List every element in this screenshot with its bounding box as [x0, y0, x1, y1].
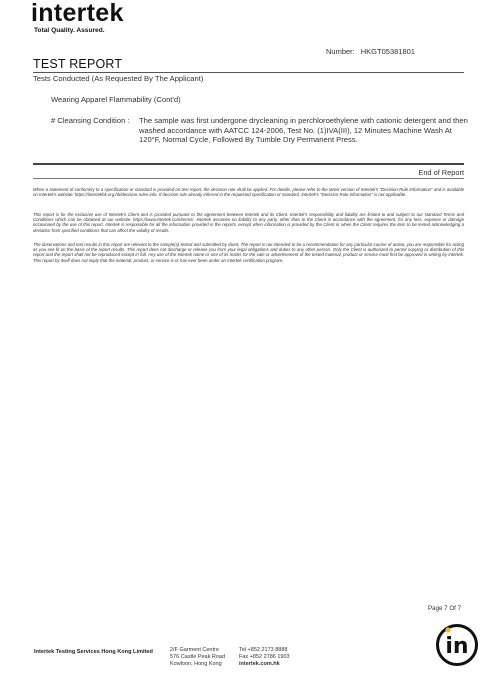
report-number-label: Number:	[326, 47, 355, 56]
end-of-report: End of Report	[418, 168, 464, 177]
page-number: Page 7 Of 7	[428, 605, 462, 612]
condition-value: The sample was first undergone drycleaning in perchloroethylene with cationic detergent and then washed accordance with AATCC 124-2006, Test No. (1)IVA(III), 12 Minutes Machine Wash At 120°F, Normal Cycle, Followed By Tumble Dry Permanent Press.	[139, 116, 468, 145]
footer-address-line: Kowloon, Hong Kong	[170, 661, 222, 668]
section-divider-thin	[33, 178, 464, 179]
page-title: TEST REPORT	[33, 57, 123, 71]
footer-address-line: 2/F Garment Centre	[170, 647, 219, 653]
footer-company: Intertek Testing Services Hong Kong Limited	[34, 649, 153, 655]
report-number-value: HKGT05381801	[360, 47, 415, 56]
footer-address-line: 576 Castle Peak Road	[170, 654, 226, 661]
tests-conducted-heading: Tests Conducted (As Requested By The Applicant)	[33, 74, 204, 83]
logo-tagline: Total Quality. Assured.	[34, 27, 105, 34]
footer-contact	[239, 647, 290, 669]
badge-text: in	[445, 634, 469, 659]
report-number	[326, 47, 415, 56]
section-heading: Wearing Apparel Flammability (Cont'd)	[51, 95, 181, 104]
intertek-logo: intertek	[31, 0, 124, 27]
condition-label: # Cleansing Condition :	[51, 116, 130, 125]
disclaimer-terms: This report is for the exclusive use of Intertek's Client and is provided pursuant to the agreement between Intertek and its Client. Intertek's responsibility and liability are limited to and subject to our standard Terms and Conditions which can be obtained at our website: https://www.intertek.com/terms/. Intertek assumes no liability to any party, other than to the Client in accordance with the agreement, for any loss, expense or damage occasioned by the use of this report. Intertek is responsible for all the information provided in the reports, except when information is provided by the Client or when the Client requires the item to be tested acknowledging a deviation from specified conditions that can affect the validity of results.	[33, 212, 464, 233]
footer-address	[170, 647, 225, 669]
disclaimer-decision-rule: When a statement of conformity to a specification or standard is provided on test report, the decision rule shall be applied. For details, please refer to the latest version of Intertek's "Decision Rule Information" and is available on Intertek's website: https://intertekhk.org.hk/decision-rules-info. If decision rule already inferred in the requested specification or standard, Intertek's "Decision Rule Information" is not applicable.	[33, 187, 464, 198]
intertek-badge-icon	[432, 620, 482, 670]
footer-tel: Tel +852 2173 8888	[239, 647, 288, 653]
section-divider-thick	[33, 163, 464, 165]
footer-website: intertek.com.hk	[239, 661, 280, 668]
disclaimer-observations: The observations and test results in this report are relevant to the sample(s) tested and submitted by client. The report is not intended to be a recommendation for any particular course of action, you are responsible for acting as you see fit on the basis of the report results. This report does not discharge or release you from your legal obligations and duties to any other person. Only the Client is authorized to permit copying or distribution of this report and the report shall not be reproduced except in full. Any use of the Intertek name or one of its marks for the sale or advertisement of the tested material, product or service must first be approved in writing by Intertek. This report by itself does not imply that the material, product, or service is or has ever been under an Intertek certification program.	[33, 242, 464, 263]
badge-dot-icon	[445, 627, 450, 632]
footer-fax: Fax +852 2786 1903	[239, 654, 290, 661]
title-divider	[33, 72, 464, 73]
